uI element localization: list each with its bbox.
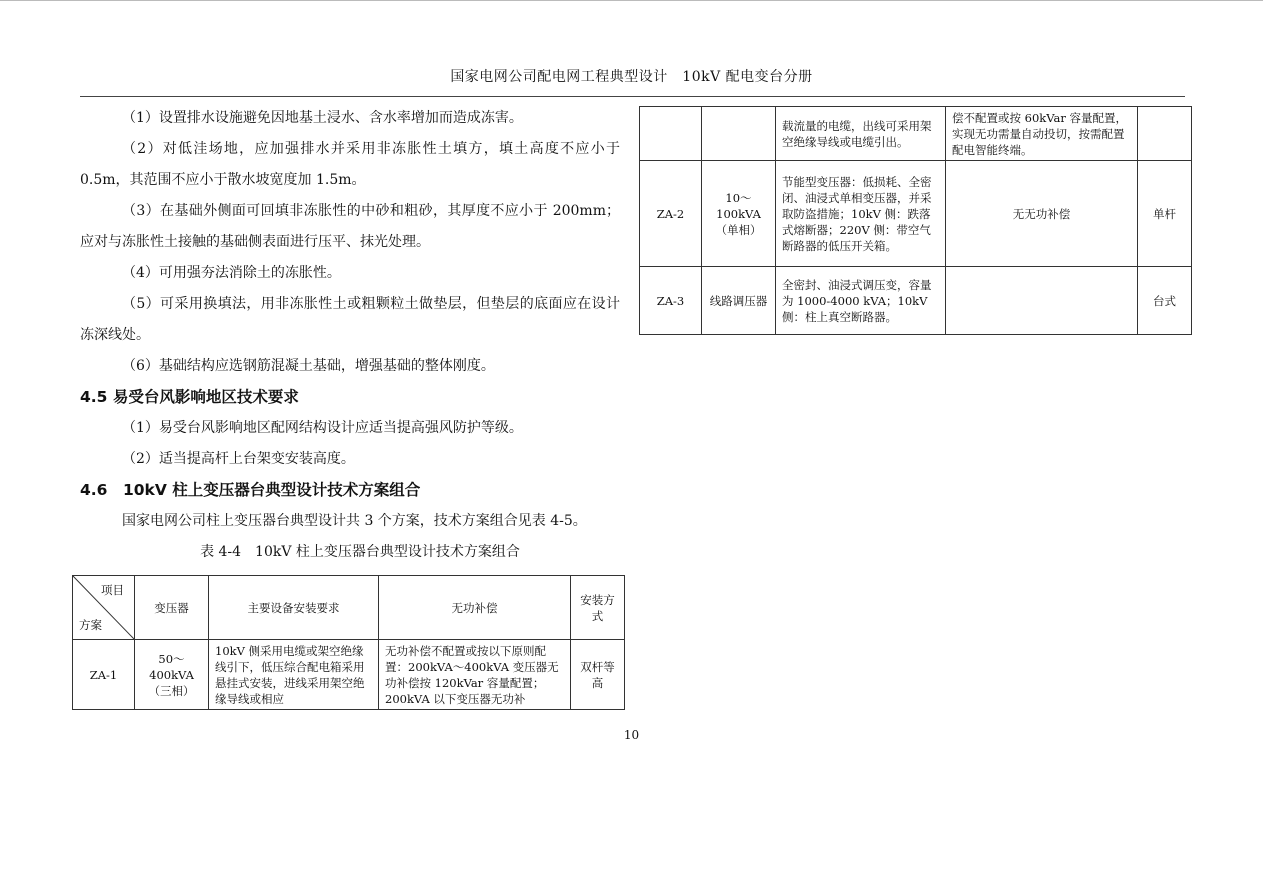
diagonal-header-cell [73, 576, 135, 640]
header-divider [80, 96, 1185, 97]
section-intro: 国家电网公司柱上变压器台典型设计共 3 个方案，技术方案组合见表 4-5。 [122, 513, 587, 529]
scheme-table-part-2 [639, 106, 1192, 335]
paragraph-2: （2）对低洼场地，应加强排水并采用非冻胀性土填方，填土高度不应小于 0.5m，其范围不应小于散水坡宽度加 1.5m。 [80, 141, 620, 188]
section-heading-4-5: 4.5 易受台风影响地区技术要求 [80, 388, 299, 406]
za3-install: 台式 [1138, 267, 1192, 335]
za2-compensation: 无无功补偿 [946, 161, 1138, 267]
za1-cont-install [1138, 107, 1192, 161]
table-caption: 表 4-4 10kV 柱上变压器台典型设计技术方案组合 [200, 544, 520, 560]
header-transformer: 变压器 [135, 576, 209, 640]
table-row [73, 640, 625, 710]
paragraph-typhoon-1: （1）易受台风影响地区配网结构设计应适当提高强风防护等级。 [122, 420, 523, 436]
za3-id: ZA-3 [640, 267, 702, 335]
za1-cont-compensation: 偿不配置或按 60kVar 容量配置，实现无功需量自动投切，按需配置配电智能终端。 [946, 107, 1138, 161]
paragraph-3: （3）在基础外侧面可回填非冻胀性的中砂和粗砂，其厚度不应小于 200mm；应对与冻胀性土接触的基础侧表面进行压平、抹光处理。 [80, 203, 620, 250]
scheme-table-part-1 [72, 575, 625, 710]
table-row [640, 267, 1192, 335]
section-heading-4-6: 4.6 10kV 柱上变压器台典型设计技术方案组合 [80, 481, 421, 499]
za1-id: ZA-1 [73, 640, 135, 710]
za3-compensation [946, 267, 1138, 335]
header-item-label: 项目 [101, 583, 124, 597]
za1-cont-transformer [702, 107, 776, 161]
header-equipment: 主要设备安装要求 [209, 576, 379, 640]
za1-cont-id [640, 107, 702, 161]
za1-install: 双杆等高 [571, 640, 625, 710]
page-header-title: 国家电网公司配电网工程典型设计 10kV 配电变台分册 [450, 69, 813, 85]
za1-transformer: 50～400kVA（三相） [135, 640, 209, 710]
page-number: 10 [623, 728, 640, 742]
left-column [80, 103, 620, 568]
header-scheme-label: 方案 [79, 618, 102, 632]
paragraph-typhoon-2: （2）适当提高杆上台架变安装高度。 [122, 451, 355, 467]
header-compensation: 无功补偿 [379, 576, 571, 640]
za1-equipment: 10kV 侧采用电缆或架空绝缘线引下，低压综合配电箱采用悬挂式安装，进线采用架空绝缘导线或相应 [209, 640, 379, 710]
za1-compensation: 无功补偿不配置或按以下原则配置：200kVA～400kVA 变压器无功补偿按 120kVar 容量配置；200kVA 以下变压器无功补 [379, 640, 571, 710]
paragraph-1: （1）设置排水设施避免因地基土浸水、含水率增加而造成冻害。 [122, 110, 523, 126]
paragraph-6: （6）基础结构应选钢筋混凝土基础，增强基础的整体刚度。 [122, 358, 495, 374]
header-install: 安装方式 [571, 576, 625, 640]
za2-equipment: 节能型变压器：低损耗、全密闭、油浸式单相变压器，并采取防盗措施；10kV 侧：跌落式熔断器；220V 侧：带空气断路器的低压开关箱。 [776, 161, 946, 267]
table-row [640, 161, 1192, 267]
za1-cont-equipment: 载流量的电缆，出线可采用架空绝缘导线或电缆引出。 [776, 107, 946, 161]
za3-equipment: 全密封、油浸式调压变，容量为 1000-4000 kVA；10kV 侧：柱上真空断路器。 [776, 267, 946, 335]
za3-transformer: 线路调压器 [702, 267, 776, 335]
za2-transformer: 10～100kVA（单相） [702, 161, 776, 267]
table-header-row [73, 576, 625, 640]
za2-install: 单杆 [1138, 161, 1192, 267]
top-border [0, 0, 1263, 1]
paragraph-5: （5）可采用换填法，用非冻胀性土或粗颗粒土做垫层，但垫层的底面应在设计冻深线处。 [80, 296, 620, 343]
table-row [640, 107, 1192, 161]
za2-id: ZA-2 [640, 161, 702, 267]
paragraph-4: （4）可用强夯法消除土的冻胀性。 [122, 265, 341, 281]
